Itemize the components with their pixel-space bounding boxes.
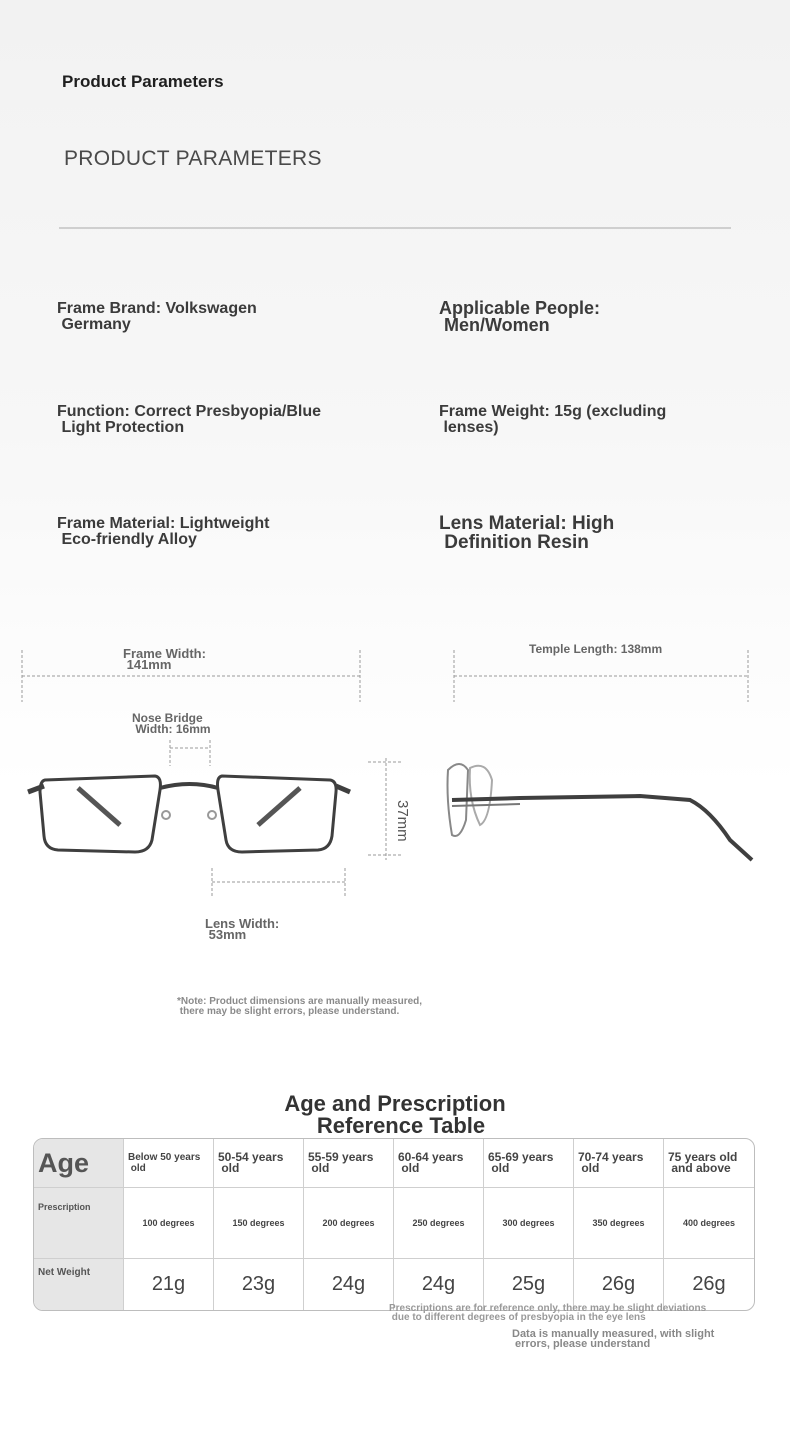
weight-cell: 24g [304,1259,394,1310]
weight-cell: 23g [214,1259,304,1310]
prescription-cell: 200 degrees [304,1188,394,1259]
row-label-prescription: Prescription [34,1188,124,1259]
lens-width-label: Lens Width: 53mm [205,916,280,942]
height-dimension-label: 37mm [394,800,411,842]
param-function: Function: Correct Presbyopia/Blue Light Protection [57,403,322,436]
reference-table-title [0,1093,790,1137]
age-cell: 50-54 years old [214,1139,304,1188]
glasses-diagram [0,640,790,950]
table-row-age [34,1139,754,1188]
frame-width-label: Frame Width: 141mm [123,646,206,672]
measurement-note: *Note: Product dimensions are manually measured, there may be slight errors, please understand. [177,996,423,1017]
weight-cell: 26g [692,1273,726,1295]
age-cell: 55-59 years old [304,1139,394,1188]
footnote-prescriptions: Prescriptions are for reference only, there may be slight deviations due to different degrees of presbyopia in the eye lens [389,1303,707,1323]
param-frame-brand: Frame Brand: Volkswagen Germany [57,300,257,333]
prescription-cell: 150 degrees [214,1188,304,1259]
prescription-cell: 300 degrees [484,1188,574,1259]
glasses-side-view [448,764,753,860]
param-lens-material: Lens Material: High Definition Resin [439,513,615,553]
section-title-small: Product Parameters [62,72,224,91]
prescription-cell: 400 degrees [664,1188,754,1259]
weight-cell: 25g [484,1259,574,1310]
age-prescription-table [33,1138,755,1311]
reference-table-title-line1: Age and Prescription [284,1091,506,1116]
temple-length-label: Temple Length: 138mm [529,642,663,656]
age-cell: 65-69 years old [484,1139,574,1188]
footnote-measurement: Data is manually measured, with slight errors, please understand [512,1328,715,1350]
section-title: PRODUCT PARAMETERS [64,147,322,170]
prescription-cell: 350 degrees [574,1188,664,1259]
weight-cell: 21g [124,1259,214,1310]
table-row-prescription [34,1188,754,1259]
param-applicable-people: Applicable People: Men/Women [439,298,601,335]
prescription-cell: 100 degrees [124,1188,214,1259]
row-label-net-weight: Net Weight [34,1259,124,1310]
prescription-cell: 250 degrees [394,1188,484,1259]
age-cell: 75 years old and above [664,1139,754,1188]
reference-table-title-line2: Reference Table [316,1113,486,1138]
glasses-front-view [28,776,350,852]
weight-cell: 26g [574,1259,664,1310]
age-cell: Below 50 years old [124,1139,214,1188]
row-label-age: Age [34,1139,124,1188]
param-frame-material: Frame Material: Lightweight Eco-friendly Alloy [57,515,270,548]
weight-cell: 24g [394,1259,484,1310]
age-cell: 60-64 years old [394,1139,484,1188]
age-cell: 70-74 years old [574,1139,664,1188]
header-divider [59,227,731,229]
nose-bridge-label: Nose Bridge Width: 16mm [132,711,211,736]
param-frame-weight: Frame Weight: 15g (excluding lenses) [439,403,667,436]
